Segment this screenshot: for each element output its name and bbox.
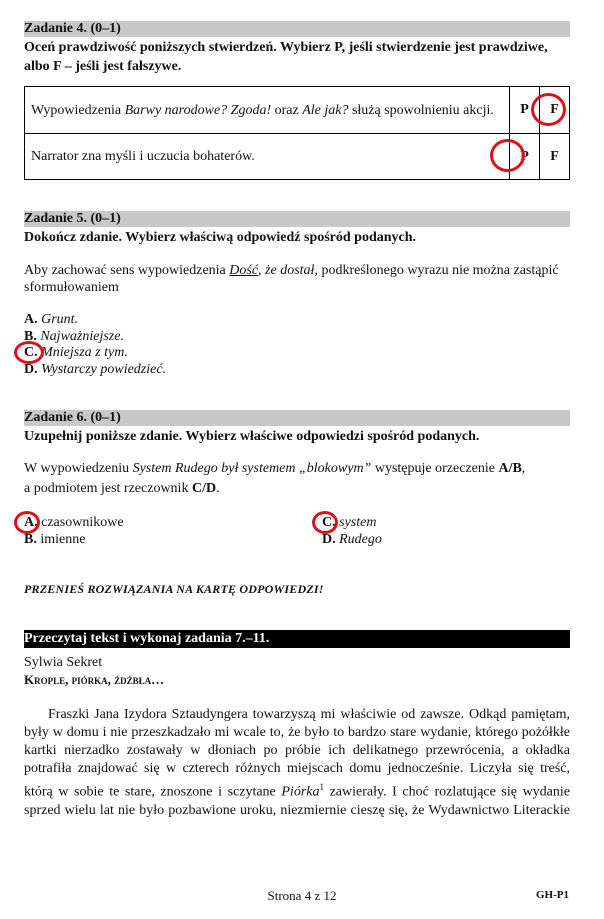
exam-code: GH-P1: [536, 889, 569, 901]
task5-title: Zadanie 5. (0–1): [24, 211, 121, 226]
statement-2: Narrator zna myśli i uczucia bohaterów.: [25, 134, 510, 180]
answer-circle-c: [312, 511, 338, 534]
reading-title: Krople, piórka, źdźbła…: [24, 672, 165, 687]
reading-header: Przeczytaj tekst i wykonaj zadania 7.–11.: [24, 631, 270, 646]
task6-sentence-line2: a podmiotem jest rzeczownik C/D.: [24, 481, 220, 496]
reading-author: Sylwia Sekret: [24, 655, 103, 670]
statement-1: Wypowiedzenia Barwy narodowe? Zgoda! oraz Ale jak? służą spowolnieniu akcji.: [25, 87, 510, 134]
answer-f-1[interactable]: F: [540, 87, 570, 134]
task4-title: Zadanie 4. (0–1): [24, 21, 121, 36]
task4-table: [24, 86, 570, 180]
answer-circle-a: [14, 511, 40, 534]
transfer-note: PRZENIEŚ ROZWIĄZANIA NA KARTĘ ODPOWIEDZI!: [24, 582, 324, 596]
reading-line: były w domu i nie przeszkadzało mi wcale to, że było to bardzo stare wydanie, którego pożółkłe: [24, 725, 570, 740]
task6-option-a[interactable]: A. czasownikowe: [24, 515, 124, 530]
task5-instruction: Dokończ zdanie. Wybierz właściwą odpowiedź spośród podanych.: [24, 230, 417, 245]
table-row: [25, 134, 570, 180]
answer-circle-p-2: [490, 139, 525, 172]
answer-circle-c: [14, 341, 44, 364]
task5-option-c[interactable]: C. Mniejsza z tym.: [24, 345, 128, 360]
answer-f-2[interactable]: F: [540, 134, 570, 180]
reading-body: [24, 706, 570, 820]
task4-instruction: Oceń prawdziwość poniższych stwierdzeń. Wybierz P, jeśli stwierdzenie jest prawdziwe, albo F – jeśli jest fałszywe.: [24, 40, 548, 74]
task6-instruction: Uzupełnij poniższe zdanie. Wybierz właściwe odpowiedzi spośród podanych.: [24, 429, 480, 444]
task6-option-b[interactable]: B. imienne: [24, 532, 86, 547]
reading-line: sprzed wielu lat nie było pozbawione uroku, niezmiernie cieszę się, że Wydawnictwo Literackie: [24, 802, 570, 818]
reading-line: Fraszki Jana Izydora Sztaudyngera towarzyszą mi właściwie od zawsze. Odkąd pamiętam,: [48, 707, 570, 722]
task5-option-a[interactable]: A. Grunt.: [24, 312, 79, 327]
task6-sentence-line1: W wypowiedzeniu System Rudego był systemem „blokowym” występuje orzeczenie A/B,: [24, 461, 526, 476]
page-number: Strona 4 z 12: [267, 888, 337, 903]
task5-option-b[interactable]: B. Najważniejsze.: [24, 329, 124, 344]
answer-circle-f-1: [531, 93, 566, 126]
reading-line: którą w sobie te stare, znoszone i sczytane Piórka$^1$ zawierały. I choć rozlatujące się wydanie: [24, 782, 571, 800]
answer-p-1[interactable]: P: [510, 87, 540, 134]
task6-option-c[interactable]: C. system: [322, 515, 377, 530]
reading-line: kartki nierzadko zostawały w dłoniach po próbie ich delikatnego przewrócenia, a okładka: [24, 743, 570, 758]
task6-title: Zadanie 6. (0–1): [24, 410, 121, 425]
answer-p-2[interactable]: P: [510, 134, 540, 180]
table-row: [25, 87, 570, 134]
task5-option-d[interactable]: D. Wystarczy powiedzieć.: [24, 362, 167, 377]
task6-option-d[interactable]: D. Rudego: [322, 532, 382, 547]
reading-line: potrafiła znajdować się w czterech różnych miejscach domu jednocześnie. Liczyła się treść,: [24, 761, 570, 776]
task5-prompt: Aby zachować sens wypowiedzenia Dość, że dostał, podkreślonego wyrazu nie można zastąpić sformułowaniem: [24, 263, 559, 295]
